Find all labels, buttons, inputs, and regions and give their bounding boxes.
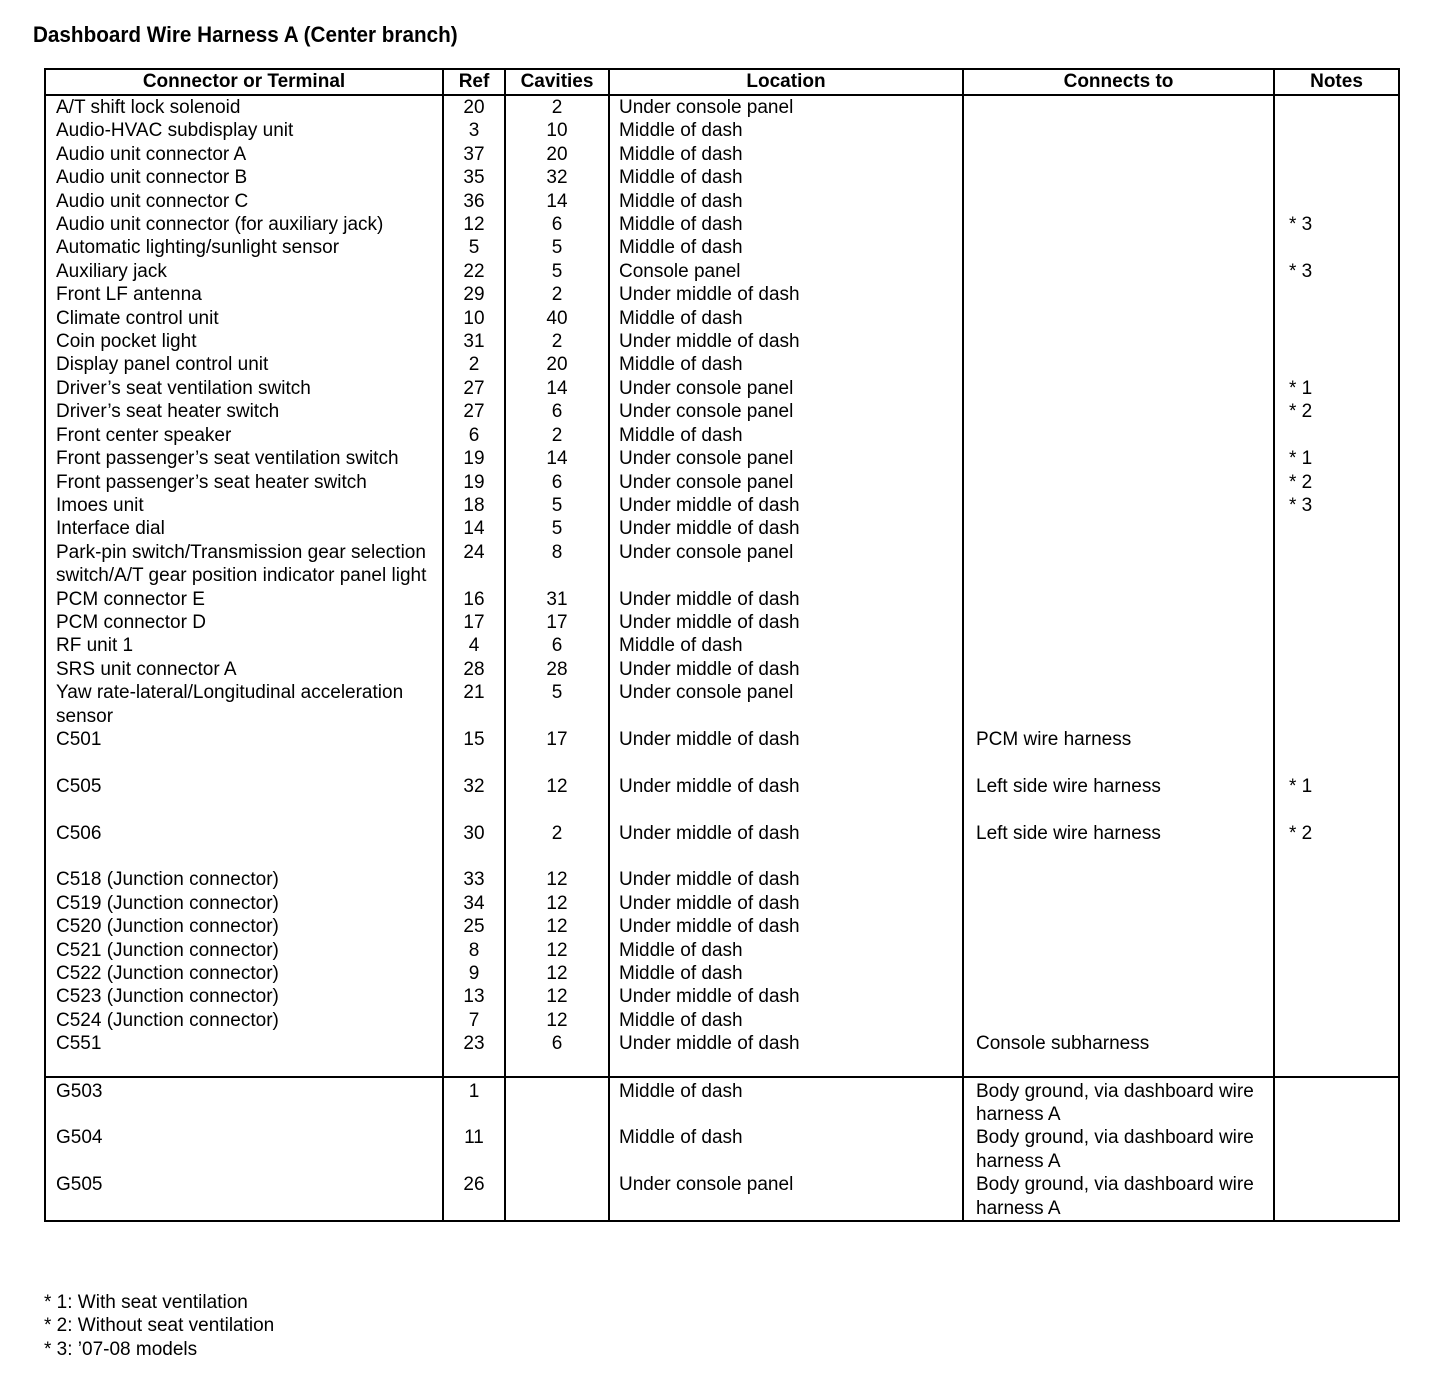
cell-connector: G503 bbox=[45, 1077, 443, 1127]
cell-notes bbox=[1274, 868, 1399, 891]
cell-connects-to bbox=[963, 166, 1274, 189]
cell-ref: 34 bbox=[443, 892, 505, 915]
cell-connects-to bbox=[963, 1009, 1274, 1032]
cell-connector: Audio unit connector A bbox=[45, 143, 443, 166]
cell-notes: * 2 bbox=[1274, 822, 1399, 869]
table-row bbox=[45, 400, 1399, 423]
cell-notes bbox=[1274, 1009, 1399, 1032]
cell-location: Under console panel bbox=[609, 95, 963, 119]
cell-location: Middle of dash bbox=[609, 213, 963, 236]
cell-location: Under console panel bbox=[609, 681, 963, 728]
cell-location: Middle of dash bbox=[609, 119, 963, 142]
cell-ref: 32 bbox=[443, 775, 505, 822]
cell-connects-to bbox=[963, 95, 1274, 119]
cell-connector: C505 bbox=[45, 775, 443, 822]
column-header-connects-to: Connects to bbox=[963, 69, 1274, 95]
cell-connector: Interface dial bbox=[45, 517, 443, 540]
cell-notes: * 2 bbox=[1274, 400, 1399, 423]
cell-cavities: 31 bbox=[505, 588, 609, 611]
cell-notes bbox=[1274, 658, 1399, 681]
cell-location: Under middle of dash bbox=[609, 283, 963, 306]
cell-connector: Imoes unit bbox=[45, 494, 443, 517]
cell-notes: * 1 bbox=[1274, 447, 1399, 470]
table-row bbox=[45, 1032, 1399, 1076]
cell-cavities: 2 bbox=[505, 330, 609, 353]
cell-notes bbox=[1274, 939, 1399, 962]
cell-connects-to bbox=[963, 377, 1274, 400]
cell-connector: Yaw rate-lateral/Longitudinal acceleration sensor bbox=[45, 681, 443, 728]
table-row bbox=[45, 377, 1399, 400]
cell-location: Console panel bbox=[609, 260, 963, 283]
cell-connects-to bbox=[963, 681, 1274, 728]
cell-cavities: 5 bbox=[505, 681, 609, 728]
cell-location: Under middle of dash bbox=[609, 517, 963, 540]
cell-connects-to bbox=[963, 588, 1274, 611]
cell-connects-to bbox=[963, 190, 1274, 213]
cell-location: Under console panel bbox=[609, 1173, 963, 1221]
table-row bbox=[45, 236, 1399, 259]
table-row bbox=[45, 283, 1399, 306]
cell-connects-to bbox=[963, 634, 1274, 657]
cell-connects-to bbox=[963, 962, 1274, 985]
cell-connector: C522 (Junction connector) bbox=[45, 962, 443, 985]
cell-connects-to bbox=[963, 260, 1274, 283]
cell-location: Under middle of dash bbox=[609, 728, 963, 775]
cell-notes bbox=[1274, 424, 1399, 447]
cell-ref: 16 bbox=[443, 588, 505, 611]
cell-connector: Front passenger’s seat heater switch bbox=[45, 471, 443, 494]
ground-row bbox=[45, 1077, 1399, 1127]
cell-location: Middle of dash bbox=[609, 1077, 963, 1127]
cell-ref: 30 bbox=[443, 822, 505, 869]
cell-connector: Front passenger’s seat ventilation switch bbox=[45, 447, 443, 470]
cell-location: Under middle of dash bbox=[609, 1032, 963, 1076]
cell-location: Middle of dash bbox=[609, 307, 963, 330]
table-row bbox=[45, 143, 1399, 166]
cell-connector: Front center speaker bbox=[45, 424, 443, 447]
cell-ref: 15 bbox=[443, 728, 505, 775]
cell-cavities: 5 bbox=[505, 236, 609, 259]
table-row bbox=[45, 728, 1399, 775]
cell-connects-to bbox=[963, 400, 1274, 423]
cell-cavities: 20 bbox=[505, 353, 609, 376]
cell-connector: SRS unit connector A bbox=[45, 658, 443, 681]
cell-notes bbox=[1274, 236, 1399, 259]
cell-location: Under middle of dash bbox=[609, 915, 963, 938]
cell-ref: 18 bbox=[443, 494, 505, 517]
cell-cavities: 32 bbox=[505, 166, 609, 189]
table-row bbox=[45, 822, 1399, 869]
cell-connects-to bbox=[963, 471, 1274, 494]
cell-connector: C551 bbox=[45, 1032, 443, 1076]
cell-notes: * 3 bbox=[1274, 494, 1399, 517]
cell-cavities: 14 bbox=[505, 190, 609, 213]
cell-location: Under middle of dash bbox=[609, 892, 963, 915]
cell-ref: 37 bbox=[443, 143, 505, 166]
cell-location: Middle of dash bbox=[609, 236, 963, 259]
cell-connector: Coin pocket light bbox=[45, 330, 443, 353]
cell-ref: 3 bbox=[443, 119, 505, 142]
cell-cavities bbox=[505, 1077, 609, 1127]
cell-connects-to bbox=[963, 868, 1274, 891]
table-row bbox=[45, 494, 1399, 517]
cell-connects-to: Body ground, via dashboard wire harness A bbox=[963, 1126, 1274, 1173]
cell-ref: 33 bbox=[443, 868, 505, 891]
table-header-row bbox=[45, 69, 1399, 95]
cell-connector: Front LF antenna bbox=[45, 283, 443, 306]
cell-connects-to bbox=[963, 658, 1274, 681]
cell-notes bbox=[1274, 95, 1399, 119]
cell-location: Middle of dash bbox=[609, 634, 963, 657]
cell-location: Under console panel bbox=[609, 447, 963, 470]
cell-notes bbox=[1274, 962, 1399, 985]
table-row bbox=[45, 166, 1399, 189]
cell-location: Under middle of dash bbox=[609, 985, 963, 1008]
cell-connector: C506 bbox=[45, 822, 443, 869]
cell-location: Middle of dash bbox=[609, 939, 963, 962]
cell-cavities: 6 bbox=[505, 400, 609, 423]
cell-connector: Audio unit connector (for auxiliary jack) bbox=[45, 213, 443, 236]
cell-ref: 31 bbox=[443, 330, 505, 353]
cell-connects-to: Body ground, via dashboard wire harness A bbox=[963, 1173, 1274, 1221]
table-row bbox=[45, 915, 1399, 938]
cell-connects-to bbox=[963, 213, 1274, 236]
cell-cavities: 5 bbox=[505, 494, 609, 517]
cell-location: Under middle of dash bbox=[609, 658, 963, 681]
cell-cavities: 17 bbox=[505, 611, 609, 634]
connector-table bbox=[44, 68, 1400, 1222]
cell-notes bbox=[1274, 1126, 1399, 1173]
cell-location: Under console panel bbox=[609, 377, 963, 400]
cell-connects-to bbox=[963, 892, 1274, 915]
cell-cavities: 12 bbox=[505, 1009, 609, 1032]
cell-ref: 27 bbox=[443, 400, 505, 423]
cell-notes bbox=[1274, 728, 1399, 775]
cell-notes: * 1 bbox=[1274, 775, 1399, 822]
cell-ref: 19 bbox=[443, 447, 505, 470]
cell-connects-to bbox=[963, 307, 1274, 330]
cell-ref: 17 bbox=[443, 611, 505, 634]
cell-notes bbox=[1274, 517, 1399, 540]
cell-ref: 14 bbox=[443, 517, 505, 540]
cell-location: Under middle of dash bbox=[609, 822, 963, 869]
table-row bbox=[45, 1009, 1399, 1032]
cell-ref: 22 bbox=[443, 260, 505, 283]
cell-connects-to bbox=[963, 541, 1274, 588]
table-row bbox=[45, 892, 1399, 915]
table-row bbox=[45, 985, 1399, 1008]
table-row bbox=[45, 330, 1399, 353]
cell-ref: 8 bbox=[443, 939, 505, 962]
cell-connector: Park-pin switch/Transmission gear selection switch/A/T gear position indicator panel light bbox=[45, 541, 443, 588]
cell-ref: 7 bbox=[443, 1009, 505, 1032]
cell-notes bbox=[1274, 119, 1399, 142]
cell-cavities: 5 bbox=[505, 260, 609, 283]
cell-notes bbox=[1274, 1173, 1399, 1221]
cell-notes bbox=[1274, 681, 1399, 728]
cell-connector: C524 (Junction connector) bbox=[45, 1009, 443, 1032]
cell-location: Under middle of dash bbox=[609, 775, 963, 822]
cell-ref: 26 bbox=[443, 1173, 505, 1221]
cell-connects-to bbox=[963, 611, 1274, 634]
cell-cavities: 2 bbox=[505, 95, 609, 119]
cell-cavities: 10 bbox=[505, 119, 609, 142]
cell-connects-to bbox=[963, 330, 1274, 353]
cell-connector: C523 (Junction connector) bbox=[45, 985, 443, 1008]
table-row bbox=[45, 307, 1399, 330]
cell-notes bbox=[1274, 985, 1399, 1008]
cell-ref: 9 bbox=[443, 962, 505, 985]
cell-ref: 36 bbox=[443, 190, 505, 213]
cell-connects-to: Body ground, via dashboard wire harness A bbox=[963, 1077, 1274, 1127]
cell-connector: A/T shift lock solenoid bbox=[45, 95, 443, 119]
cell-connector: Display panel control unit bbox=[45, 353, 443, 376]
cell-location: Middle of dash bbox=[609, 190, 963, 213]
cell-connector: G504 bbox=[45, 1126, 443, 1173]
table-row bbox=[45, 939, 1399, 962]
cell-notes: * 3 bbox=[1274, 213, 1399, 236]
cell-connector: C519 (Junction connector) bbox=[45, 892, 443, 915]
cell-connects-to bbox=[963, 119, 1274, 142]
cell-ref: 6 bbox=[443, 424, 505, 447]
cell-ref: 27 bbox=[443, 377, 505, 400]
cell-notes: * 3 bbox=[1274, 260, 1399, 283]
ground-row bbox=[45, 1173, 1399, 1221]
cell-cavities: 20 bbox=[505, 143, 609, 166]
cell-ref: 19 bbox=[443, 471, 505, 494]
cell-notes bbox=[1274, 634, 1399, 657]
cell-cavities: 12 bbox=[505, 985, 609, 1008]
cell-notes bbox=[1274, 330, 1399, 353]
cell-location: Under middle of dash bbox=[609, 494, 963, 517]
cell-cavities: 12 bbox=[505, 868, 609, 891]
column-header-location: Location bbox=[609, 69, 963, 95]
cell-ref: 10 bbox=[443, 307, 505, 330]
cell-cavities bbox=[505, 1126, 609, 1173]
cell-connects-to bbox=[963, 143, 1274, 166]
cell-location: Middle of dash bbox=[609, 353, 963, 376]
cell-cavities: 17 bbox=[505, 728, 609, 775]
cell-connector: C520 (Junction connector) bbox=[45, 915, 443, 938]
cell-location: Middle of dash bbox=[609, 166, 963, 189]
cell-connector: Driver’s seat heater switch bbox=[45, 400, 443, 423]
cell-location: Under middle of dash bbox=[609, 611, 963, 634]
cell-connector: Audio unit connector C bbox=[45, 190, 443, 213]
cell-location: Middle of dash bbox=[609, 143, 963, 166]
cell-ref: 29 bbox=[443, 283, 505, 306]
column-header-ref: Ref bbox=[443, 69, 505, 95]
cell-connects-to bbox=[963, 424, 1274, 447]
cell-connects-to: Left side wire harness bbox=[963, 775, 1274, 822]
cell-connector: C521 (Junction connector) bbox=[45, 939, 443, 962]
cell-connector: C501 bbox=[45, 728, 443, 775]
cell-cavities: 6 bbox=[505, 634, 609, 657]
cell-notes bbox=[1274, 1077, 1399, 1127]
cell-notes bbox=[1274, 611, 1399, 634]
table-row bbox=[45, 962, 1399, 985]
table-row bbox=[45, 775, 1399, 822]
cell-connector: RF unit 1 bbox=[45, 634, 443, 657]
cell-connects-to bbox=[963, 985, 1274, 1008]
cell-notes bbox=[1274, 190, 1399, 213]
table-row bbox=[45, 447, 1399, 470]
cell-cavities: 6 bbox=[505, 471, 609, 494]
cell-location: Middle of dash bbox=[609, 424, 963, 447]
cell-ref: 5 bbox=[443, 236, 505, 259]
table-row bbox=[45, 868, 1399, 891]
cell-notes bbox=[1274, 892, 1399, 915]
cell-location: Under console panel bbox=[609, 541, 963, 588]
cell-cavities: 12 bbox=[505, 939, 609, 962]
cell-cavities bbox=[505, 1173, 609, 1221]
cell-ref: 12 bbox=[443, 213, 505, 236]
cell-cavities: 14 bbox=[505, 447, 609, 470]
cell-ref: 4 bbox=[443, 634, 505, 657]
cell-notes: * 2 bbox=[1274, 471, 1399, 494]
cell-notes bbox=[1274, 307, 1399, 330]
table-body bbox=[45, 95, 1399, 1221]
table-row bbox=[45, 681, 1399, 728]
cell-notes bbox=[1274, 283, 1399, 306]
cell-connects-to bbox=[963, 236, 1274, 259]
cell-cavities: 8 bbox=[505, 541, 609, 588]
cell-location: Under console panel bbox=[609, 400, 963, 423]
table-row bbox=[45, 588, 1399, 611]
cell-ref: 24 bbox=[443, 541, 505, 588]
cell-connects-to bbox=[963, 447, 1274, 470]
cell-connects-to bbox=[963, 494, 1274, 517]
cell-connector: PCM connector E bbox=[45, 588, 443, 611]
cell-connects-to: Left side wire harness bbox=[963, 822, 1274, 869]
cell-connector: Automatic lighting/sunlight sensor bbox=[45, 236, 443, 259]
cell-cavities: 2 bbox=[505, 283, 609, 306]
cell-cavities: 14 bbox=[505, 377, 609, 400]
cell-ref: 28 bbox=[443, 658, 505, 681]
cell-connects-to bbox=[963, 939, 1274, 962]
cell-ref: 21 bbox=[443, 681, 505, 728]
cell-location: Middle of dash bbox=[609, 1009, 963, 1032]
cell-connector: Audio unit connector B bbox=[45, 166, 443, 189]
cell-notes bbox=[1274, 588, 1399, 611]
footnotes bbox=[44, 1291, 274, 1361]
table-row bbox=[45, 213, 1399, 236]
table-row bbox=[45, 260, 1399, 283]
table-row bbox=[45, 190, 1399, 213]
page-title: Dashboard Wire Harness A (Center branch) bbox=[33, 22, 458, 47]
cell-ref: 13 bbox=[443, 985, 505, 1008]
table-row bbox=[45, 634, 1399, 657]
cell-ref: 20 bbox=[443, 95, 505, 119]
cell-cavities: 12 bbox=[505, 962, 609, 985]
cell-ref: 11 bbox=[443, 1126, 505, 1173]
cell-cavities: 2 bbox=[505, 822, 609, 869]
cell-cavities: 40 bbox=[505, 307, 609, 330]
column-header-connector: Connector or Terminal bbox=[45, 69, 443, 95]
cell-ref: 1 bbox=[443, 1077, 505, 1127]
table-row bbox=[45, 517, 1399, 540]
table-row bbox=[45, 119, 1399, 142]
cell-location: Under middle of dash bbox=[609, 588, 963, 611]
cell-connector: G505 bbox=[45, 1173, 443, 1221]
footnote: * 1: With seat ventilation bbox=[44, 1292, 248, 1313]
table-row bbox=[45, 471, 1399, 494]
cell-connector: Audio-HVAC subdisplay unit bbox=[45, 119, 443, 142]
table-row bbox=[45, 611, 1399, 634]
cell-cavities: 2 bbox=[505, 424, 609, 447]
cell-connects-to bbox=[963, 915, 1274, 938]
cell-notes bbox=[1274, 1032, 1399, 1076]
cell-connects-to: Console subharness bbox=[963, 1032, 1274, 1076]
cell-ref: 35 bbox=[443, 166, 505, 189]
cell-ref: 23 bbox=[443, 1032, 505, 1076]
cell-connects-to bbox=[963, 353, 1274, 376]
cell-location: Under console panel bbox=[609, 471, 963, 494]
cell-notes bbox=[1274, 353, 1399, 376]
cell-connector: C518 (Junction connector) bbox=[45, 868, 443, 891]
cell-cavities: 6 bbox=[505, 213, 609, 236]
table-row bbox=[45, 95, 1399, 119]
cell-cavities: 12 bbox=[505, 892, 609, 915]
cell-connector: Auxiliary jack bbox=[45, 260, 443, 283]
cell-cavities: 6 bbox=[505, 1032, 609, 1076]
cell-location: Middle of dash bbox=[609, 1126, 963, 1173]
footnote: * 3: ’07-08 models bbox=[44, 1338, 198, 1360]
cell-notes bbox=[1274, 166, 1399, 189]
cell-connector: Climate control unit bbox=[45, 307, 443, 330]
table-row bbox=[45, 353, 1399, 376]
cell-connects-to bbox=[963, 517, 1274, 540]
cell-notes bbox=[1274, 143, 1399, 166]
cell-cavities: 28 bbox=[505, 658, 609, 681]
cell-connector: Driver’s seat ventilation switch bbox=[45, 377, 443, 400]
cell-connects-to: PCM wire harness bbox=[963, 728, 1274, 775]
cell-location: Under middle of dash bbox=[609, 330, 963, 353]
cell-ref: 2 bbox=[443, 353, 505, 376]
column-header-cavities: Cavities bbox=[505, 69, 609, 95]
column-header-notes: Notes bbox=[1274, 69, 1399, 95]
cell-connects-to bbox=[963, 283, 1274, 306]
cell-location: Under middle of dash bbox=[609, 868, 963, 891]
cell-location: Middle of dash bbox=[609, 962, 963, 985]
table-row bbox=[45, 541, 1399, 588]
cell-cavities: 5 bbox=[505, 517, 609, 540]
cell-notes bbox=[1274, 541, 1399, 588]
cell-cavities: 12 bbox=[505, 915, 609, 938]
cell-cavities: 12 bbox=[505, 775, 609, 822]
footnote: * 2: Without seat ventilation bbox=[44, 1315, 275, 1337]
table-row bbox=[45, 424, 1399, 447]
cell-notes: * 1 bbox=[1274, 377, 1399, 400]
cell-connector: PCM connector D bbox=[45, 611, 443, 634]
ground-row bbox=[45, 1126, 1399, 1173]
table-row bbox=[45, 658, 1399, 681]
cell-notes bbox=[1274, 915, 1399, 938]
cell-ref: 25 bbox=[443, 915, 505, 938]
